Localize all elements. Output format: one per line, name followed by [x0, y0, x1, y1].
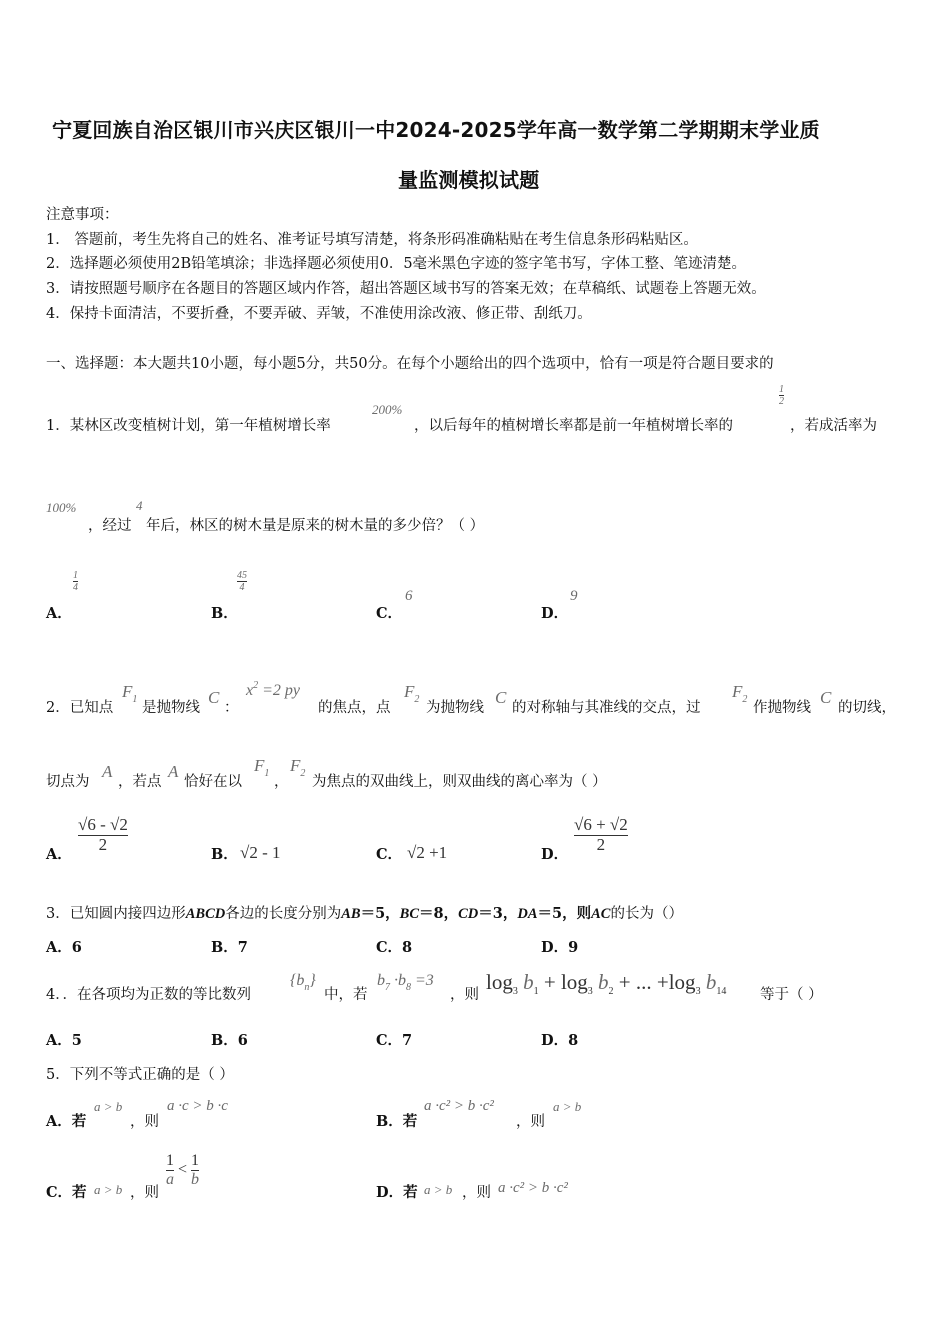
math-subscript: 8	[406, 982, 411, 993]
q5-option-d[interactable]: D．若	[376, 1184, 418, 1201]
q2-option-b[interactable]: B．	[211, 846, 238, 863]
math-subscript: 2	[742, 694, 748, 705]
q2-text: 切点为	[46, 774, 90, 790]
q2-text: ，若点	[118, 774, 162, 790]
math-symbol: {b	[290, 972, 305, 989]
notice-item: 2．选择题必须使用2B铅笔填涂；非选择题必须使用0．5毫米黑色字迹的签字笔书写，字体工整、笔迹清楚。	[46, 256, 747, 272]
q4-option-a[interactable]: A．5	[46, 1032, 82, 1049]
q4-option-d[interactable]: D．8	[541, 1032, 579, 1049]
q5-option-b[interactable]: B．若	[376, 1113, 418, 1130]
q5-text: ，则	[462, 1185, 491, 1201]
q3-math: CD	[458, 906, 479, 922]
q3-value: ＝5，	[360, 905, 400, 922]
q4-option-c[interactable]: C．7	[376, 1032, 413, 1049]
math-subscript: 3	[695, 986, 701, 997]
q2-f2	[404, 682, 420, 705]
math-subscript: 7	[385, 982, 390, 993]
fraction-numerator: 45	[237, 570, 247, 581]
q2-f1	[122, 682, 138, 705]
q2-text: 为抛物线	[426, 700, 484, 716]
q2-text: 恰好在以	[184, 774, 242, 790]
q4-text: 4．．在各项均为正数的等比数列	[46, 987, 251, 1003]
math-subscript: 2	[300, 768, 306, 779]
notice-item: 4．保持卡面清洁，不要折叠，不要弄破、弄皱，不准使用涂改液、修正带、刮纸刀。	[46, 306, 592, 322]
math-subscript: 3	[512, 986, 518, 997]
q2-text: 是抛物线	[142, 700, 200, 716]
math-subscript: n	[304, 982, 310, 993]
fraction-numerator: 1	[191, 1152, 200, 1169]
q4-condition: $b_7 \cdot b_8 =3$	[377, 972, 434, 993]
q1-option-d[interactable]: D．	[541, 605, 569, 622]
q2-option-a[interactable]: A．	[46, 846, 72, 863]
q3-option-d[interactable]: D．9	[541, 939, 579, 956]
q1-text: 1．某林区改变植树计划，第一年植树增长率	[46, 418, 331, 434]
q5-d-condition: a > b	[424, 1182, 453, 1197]
notice-item: 1． 答题前，考生先将自己的姓名、准考证号填写清楚，将条形码准确粘贴在考生信息条形码粘贴区。	[46, 232, 698, 248]
q3-math: AB	[341, 906, 361, 922]
q1-rate: 200%	[372, 402, 403, 417]
q3-value: ＝3，	[478, 905, 518, 922]
q1-survival: 100%	[46, 500, 77, 515]
q3-text: 3．已知圆内接四边形	[46, 906, 186, 922]
math-symbol: F	[732, 682, 743, 701]
q2-text: 2．已知点	[46, 700, 114, 716]
q4-text: 等于（ ）	[760, 987, 823, 1003]
q2-f2	[290, 756, 306, 779]
math-expression: 2 +1	[416, 843, 448, 862]
q1-text: ，以后每年的植树增长率都是前一年植树增长率的	[414, 418, 733, 434]
q5-option-a[interactable]: A．若	[46, 1113, 87, 1130]
math-subscript: 14	[716, 986, 727, 997]
fraction-denominator: 2	[779, 396, 784, 407]
q2-a: A	[102, 762, 113, 781]
q2-option-c-value	[407, 843, 447, 863]
q1-option-c-value: 6	[405, 588, 413, 604]
q2-f2	[732, 682, 748, 705]
q2-f1	[254, 756, 270, 779]
fraction-denominator: 4	[73, 582, 78, 593]
q2-text: 的对称轴与其准线的交点，过	[512, 700, 701, 716]
q5-c-result	[166, 1152, 199, 1188]
math-symbol: =3	[411, 972, 434, 989]
q5-a-result: a ·c > b ·c	[167, 1098, 228, 1114]
q1-option-d-value: 9	[570, 588, 578, 604]
q3-option-b[interactable]: B．7	[211, 939, 248, 956]
q2-a: A	[168, 762, 179, 781]
q3-stem	[46, 902, 683, 923]
q3-math: BC	[399, 906, 420, 922]
q1-text: ，经过	[88, 518, 132, 534]
q3-option-c[interactable]: C．8	[376, 939, 413, 956]
q3-math: ABCD	[185, 906, 226, 922]
q5-b-condition: a ·c² > b ·c²	[424, 1098, 494, 1114]
q4-sequence	[290, 972, 316, 993]
q1-option-b-value	[237, 570, 247, 593]
sqrt-icon: √	[574, 815, 584, 834]
q2-equation	[246, 682, 300, 700]
math-expression: 2 - 1	[249, 843, 281, 862]
q2-c: C	[495, 688, 507, 707]
q2-text: 的切线，	[838, 700, 896, 716]
q1-half-fraction	[779, 384, 784, 407]
math-symbol: F	[122, 682, 133, 701]
q5-c-condition: a > b	[94, 1182, 123, 1197]
q2-c: C	[820, 688, 832, 707]
math-symbol: F	[290, 756, 301, 775]
math-superscript: 2	[253, 680, 259, 691]
fraction-denominator: 4	[239, 582, 245, 593]
fraction-numerator: 1	[73, 570, 78, 581]
q4-text: 中，若	[324, 987, 368, 1003]
q3-value: ＝5，则	[537, 905, 592, 922]
q4-option-b[interactable]: B．6	[211, 1032, 248, 1049]
section-heading: 一、选择题：本大题共10小题，每小题5分，共50分。在每个小题给出的四个选项中，恰有一项是符合题目要求的	[46, 356, 774, 372]
math-subscript: 2	[414, 694, 420, 705]
q5-text: ，则	[130, 1185, 159, 1201]
q5-text: ，则	[130, 1114, 159, 1130]
math-subscript: 1	[264, 768, 270, 779]
q4-log-sum	[486, 970, 726, 995]
math-symbol: F	[254, 756, 265, 775]
math-subscript: 1	[132, 694, 138, 705]
q1-option-b[interactable]: B．	[211, 605, 238, 622]
q3-text: 的长为（）	[610, 906, 683, 922]
fraction-numerator: 6 + √2	[583, 815, 628, 834]
fraction-denominator: a	[166, 1170, 174, 1188]
notice-heading: 注意事项：	[46, 207, 119, 223]
math-symbol: b	[523, 970, 534, 994]
q2-c: C	[208, 688, 220, 707]
q5-stem: 5．下列不等式正确的是（ ）	[46, 1067, 234, 1083]
q2-option-d[interactable]: D．	[541, 846, 569, 863]
math-symbol: b	[598, 970, 609, 994]
math-operator: + ... +	[618, 970, 669, 994]
q3-text: 各边的长度分别为	[225, 906, 342, 922]
q2-text: 的焦点，点	[318, 700, 391, 716]
math-log: log	[668, 970, 696, 994]
q3-value: ＝8，	[419, 905, 459, 922]
math-symbol: =2 py	[258, 682, 301, 699]
q4-text: ，则	[450, 987, 479, 1003]
q2-option-c[interactable]: C．	[376, 846, 403, 863]
q5-b-result: a > b	[553, 1099, 582, 1114]
math-symbol: F	[404, 682, 415, 701]
fraction-numerator: 1	[779, 384, 784, 395]
fraction-denominator: b	[191, 1170, 200, 1188]
q5-d-result: a ·c² > b ·c²	[498, 1180, 568, 1196]
notice-item: 3．请按照题号顺序在各题目的答题区域内作答，超出答题区域书写的答案无效；在草稿纸、试题卷上答题无效。	[46, 281, 766, 297]
q3-option-a[interactable]: A．6	[46, 939, 82, 956]
q1-option-a[interactable]: A．	[46, 605, 72, 622]
page-title-line2: 量监测模拟试题	[398, 168, 540, 192]
math-operator: +	[543, 970, 556, 994]
math-log: log	[560, 970, 588, 994]
q2-text: 作抛物线	[753, 700, 811, 716]
math-operator: <	[178, 1160, 188, 1178]
q1-text: ，若成活率为	[790, 418, 877, 434]
math-symbol: b	[705, 970, 717, 994]
fraction-numerator: 6 - √2	[87, 815, 128, 834]
q2-option-a-value	[78, 816, 128, 854]
math-subscript: 3	[587, 986, 593, 997]
q1-text: 年后，林区的树木量是原来的树木量的多少倍？（ ）	[146, 518, 485, 534]
math-subscript: 2	[608, 986, 614, 997]
math-symbol: }	[309, 972, 316, 989]
fraction-denominator: 2	[596, 834, 606, 854]
q5-a-condition: a > b	[94, 1099, 123, 1114]
q2-text: 为焦点的双曲线上，则双曲线的离心率为（ ）	[312, 774, 607, 790]
math-symbol: x	[246, 682, 254, 699]
fraction-numerator: 1	[166, 1152, 174, 1169]
q3-math: DA	[517, 906, 538, 922]
q2-option-d-value	[574, 816, 628, 854]
q3-math: AC	[591, 906, 611, 922]
q2-text: ：	[224, 700, 239, 716]
sqrt-icon: √	[78, 815, 88, 834]
page-title: 宁夏回族自治区银川市兴庆区银川一中2024-2025学年高一数学第二学期期末学业质	[52, 118, 820, 142]
sqrt-icon: √	[240, 843, 250, 862]
math-log: log	[486, 970, 513, 994]
q5-option-c[interactable]: C．若	[46, 1184, 87, 1201]
q2-text: ，	[274, 774, 289, 790]
math-subscript: 1	[533, 986, 539, 997]
sqrt-icon: √	[407, 843, 417, 862]
q2-option-b-value	[240, 843, 281, 863]
q5-text: ，则	[516, 1114, 545, 1130]
math-symbol: b	[398, 972, 406, 989]
q1-option-c[interactable]: C．	[376, 605, 403, 622]
math-symbol: b	[377, 972, 385, 989]
q1-years: 4	[136, 498, 143, 513]
fraction-denominator: 2	[98, 834, 108, 854]
q1-option-a-value	[73, 570, 78, 593]
